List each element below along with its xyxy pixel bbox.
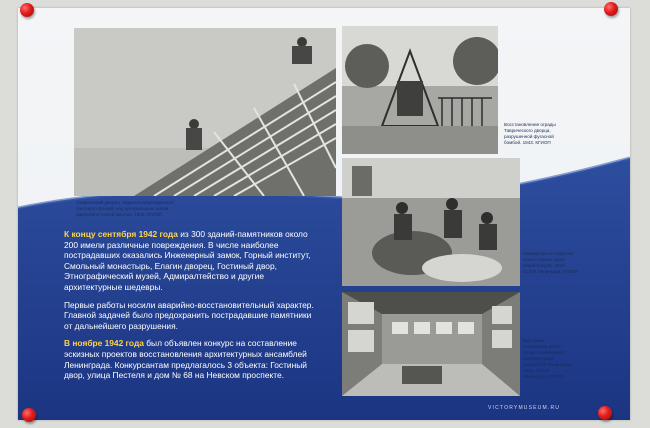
pushpin-top-right <box>604 2 618 16</box>
website-label: VICTORYMUSEUM.RU <box>488 405 561 411</box>
paragraph-2 <box>64 300 320 332</box>
main-text <box>64 229 320 388</box>
pushpin-bottom-left <box>22 408 36 422</box>
photo-sculpture-excavation <box>342 158 520 286</box>
paragraph-1 <box>64 229 320 293</box>
pushpin-top-left <box>20 3 34 17</box>
exhibition-poster <box>18 8 630 420</box>
caption-photo-2: Восстановление ограды Таврического дворца, разрушенной фугасной бомбой. 1943. КГИОП <box>504 122 556 145</box>
photo-roof-repair <box>74 28 336 196</box>
paragraph-3-highlight: В ноябре 1942 года <box>64 338 144 349</box>
paragraph-1-text: из 300 зданий-памятников около 200 имели различные повреждения. В числе наиболее пострадавших оказались Инженерный замок, Горный институт, Смольный монастырь, Елагин дворец, Гостиный двор, Этнографический музей, Адмиралтейство и другие архитектурные шедевры. <box>64 229 311 292</box>
paragraph-3 <box>64 338 320 380</box>
caption-photo-3: Маркировка из укрытия скульптурных групп коней Клодта. 1944. СССР, Ленинград. КГИОП <box>523 251 579 274</box>
photo-fence-restoration <box>342 26 498 154</box>
paragraph-3-text: был объявлен конкурс на составление эскизных проектов восстановления архитектурных ансамблей Ленинграда. Конкурсантам предлагалось 3 объекта: Гостиный двор, улица Пестеля и дом № 68 на Невском проспекте. <box>64 338 307 381</box>
photo-exhibition-hall <box>342 292 520 396</box>
paragraph-2-text: Первые работы носили аварийно-восстановительный характер. Главной задачей было предохранить пострадавшие памятники от дальнейшего разрушения. <box>64 299 314 331</box>
paragraph-1-highlight: К концу сентября 1942 года <box>64 229 178 239</box>
pushpin-bottom-right <box>598 406 612 420</box>
caption-photo-1: Таврический дворец. Заделка поврежденного светового фонаря над центральным залом фанерой и тонкой жестью. 1943. КГИОП <box>76 200 174 217</box>
caption-photo-4: Выставка конкурсных работ по восстановлению архитектурных ансамблей Ленинграда 1943. СССР, Ленинград. КГИОП <box>523 338 573 379</box>
